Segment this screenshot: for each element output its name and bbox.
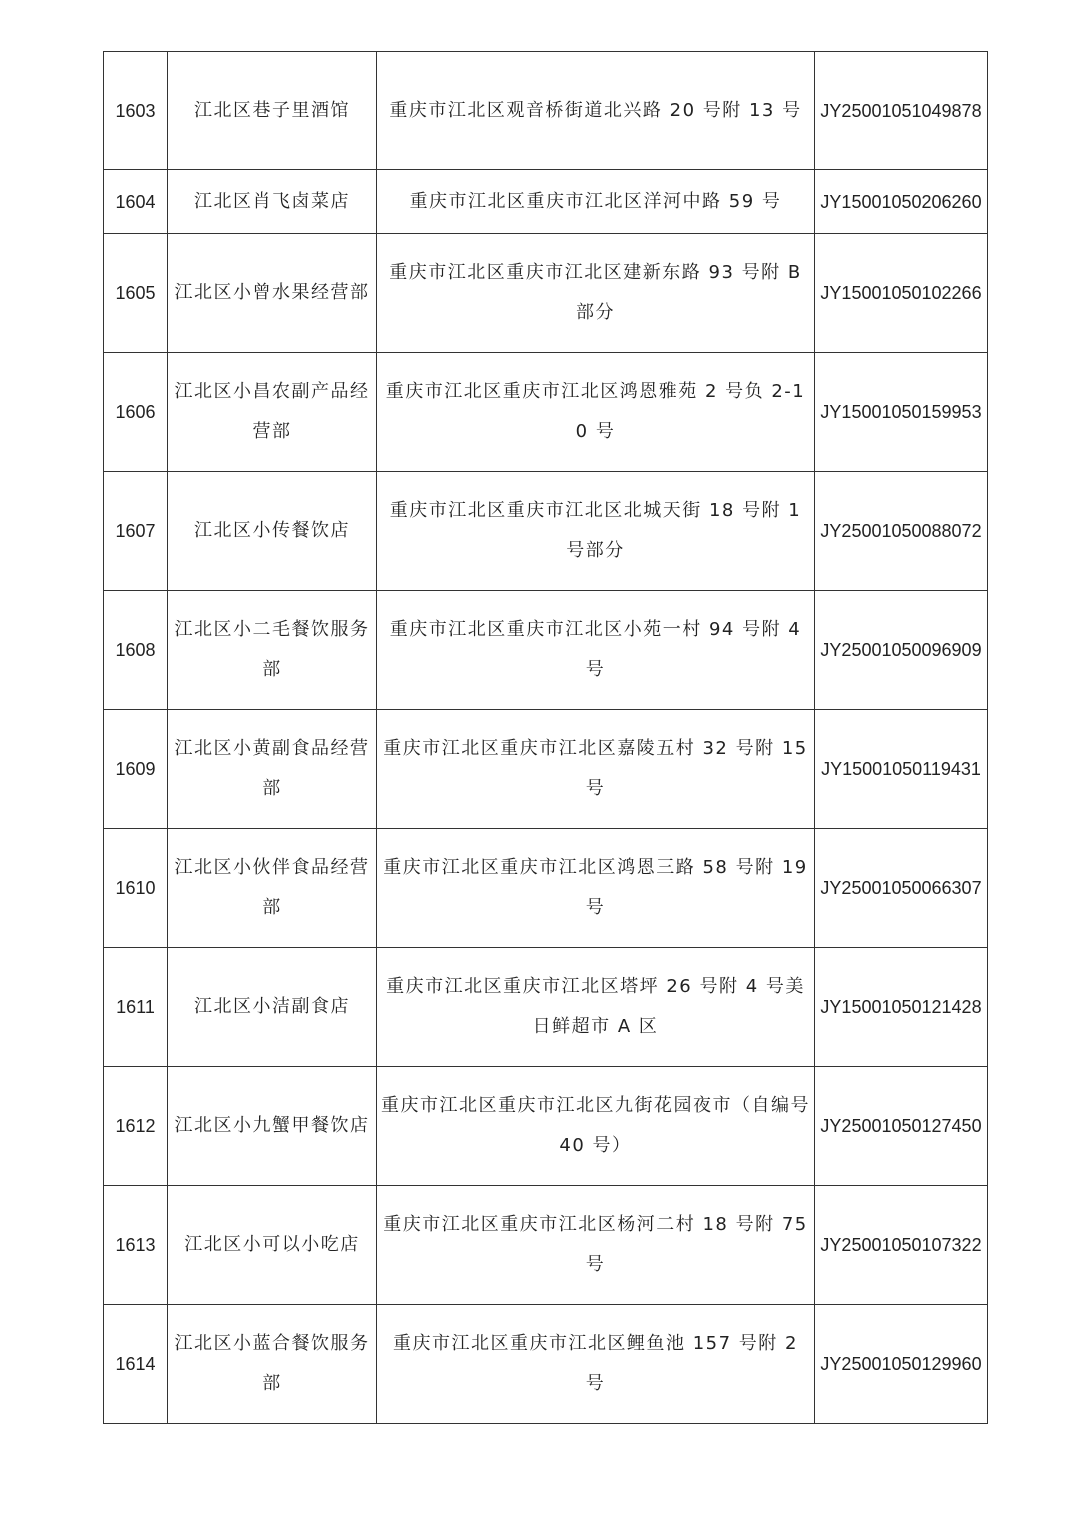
business-name: 江北区小传餐饮店: [168, 472, 377, 591]
row-number: 1614: [104, 1305, 168, 1424]
row-number: 1609: [104, 710, 168, 829]
business-address: 重庆市江北区重庆市江北区鸿恩雅苑 2 号负 2-10 号: [377, 353, 815, 472]
business-address: 重庆市江北区重庆市江北区鸿恩三路 58 号附 19 号: [377, 829, 815, 948]
document-page: [103, 51, 987, 1424]
table-row: [104, 591, 988, 710]
row-number: 1610: [104, 829, 168, 948]
business-name: 江北区小洁副食店: [168, 948, 377, 1067]
business-name: 江北区小曾水果经营部: [168, 234, 377, 353]
business-address: 重庆市江北区重庆市江北区北城天街 18 号附 1 号部分: [377, 472, 815, 591]
business-address: 重庆市江北区重庆市江北区嘉陵五村 32 号附 15 号: [377, 710, 815, 829]
license-number: JY25001050129960: [815, 1305, 988, 1424]
license-number: JY25001050066307: [815, 829, 988, 948]
table-row: [104, 1067, 988, 1186]
business-address: 重庆市江北区重庆市江北区杨河二村 18 号附 75 号: [377, 1186, 815, 1305]
business-name: 江北区小蓝合餐饮服务部: [168, 1305, 377, 1424]
row-number: 1608: [104, 591, 168, 710]
business-address: 重庆市江北区重庆市江北区九街花园夜市（自编号 40 号）: [377, 1067, 815, 1186]
table-row: [104, 1186, 988, 1305]
row-number: 1604: [104, 170, 168, 234]
table-row: [104, 1305, 988, 1424]
business-address: 重庆市江北区重庆市江北区洋河中路 59 号: [377, 170, 815, 234]
row-number: 1606: [104, 353, 168, 472]
table-row: [104, 710, 988, 829]
license-number: JY15001050119431: [815, 710, 988, 829]
table-row: [104, 948, 988, 1067]
license-number: JY15001050121428: [815, 948, 988, 1067]
license-number: JY25001050127450: [815, 1067, 988, 1186]
table-row: [104, 170, 988, 234]
row-number: 1605: [104, 234, 168, 353]
license-number: JY25001050088072: [815, 472, 988, 591]
license-number: JY15001050159953: [815, 353, 988, 472]
row-number: 1611: [104, 948, 168, 1067]
business-address: 重庆市江北区重庆市江北区小苑一村 94 号附 4 号: [377, 591, 815, 710]
table-row: [104, 234, 988, 353]
business-address: 重庆市江北区重庆市江北区鲤鱼池 157 号附 2 号: [377, 1305, 815, 1424]
business-name: 江北区小伙伴食品经营部: [168, 829, 377, 948]
row-number: 1603: [104, 52, 168, 170]
row-number: 1612: [104, 1067, 168, 1186]
business-address: 重庆市江北区重庆市江北区塔坪 26 号附 4 号美日鲜超市 A 区: [377, 948, 815, 1067]
license-number: JY25001051049878: [815, 52, 988, 170]
business-name: 江北区小黄副食品经营部: [168, 710, 377, 829]
table-row: [104, 829, 988, 948]
business-name: 江北区小二毛餐饮服务部: [168, 591, 377, 710]
license-number: JY15001050206260: [815, 170, 988, 234]
table-row: [104, 472, 988, 591]
business-name: 江北区小九蟹甲餐饮店: [168, 1067, 377, 1186]
row-number: 1613: [104, 1186, 168, 1305]
business-name: 江北区巷子里酒馆: [168, 52, 377, 170]
business-license-table: [103, 51, 988, 1424]
license-number: JY15001050102266: [815, 234, 988, 353]
business-name: 江北区小可以小吃店: [168, 1186, 377, 1305]
business-name: 江北区小昌农副产品经营部: [168, 353, 377, 472]
table-row: [104, 52, 988, 170]
license-number: JY25001050096909: [815, 591, 988, 710]
license-number: JY25001050107322: [815, 1186, 988, 1305]
business-address: 重庆市江北区观音桥街道北兴路 20 号附 13 号: [377, 52, 815, 170]
business-address: 重庆市江北区重庆市江北区建新东路 93 号附 B 部分: [377, 234, 815, 353]
business-name: 江北区肖飞卤菜店: [168, 170, 377, 234]
table-row: [104, 353, 988, 472]
row-number: 1607: [104, 472, 168, 591]
